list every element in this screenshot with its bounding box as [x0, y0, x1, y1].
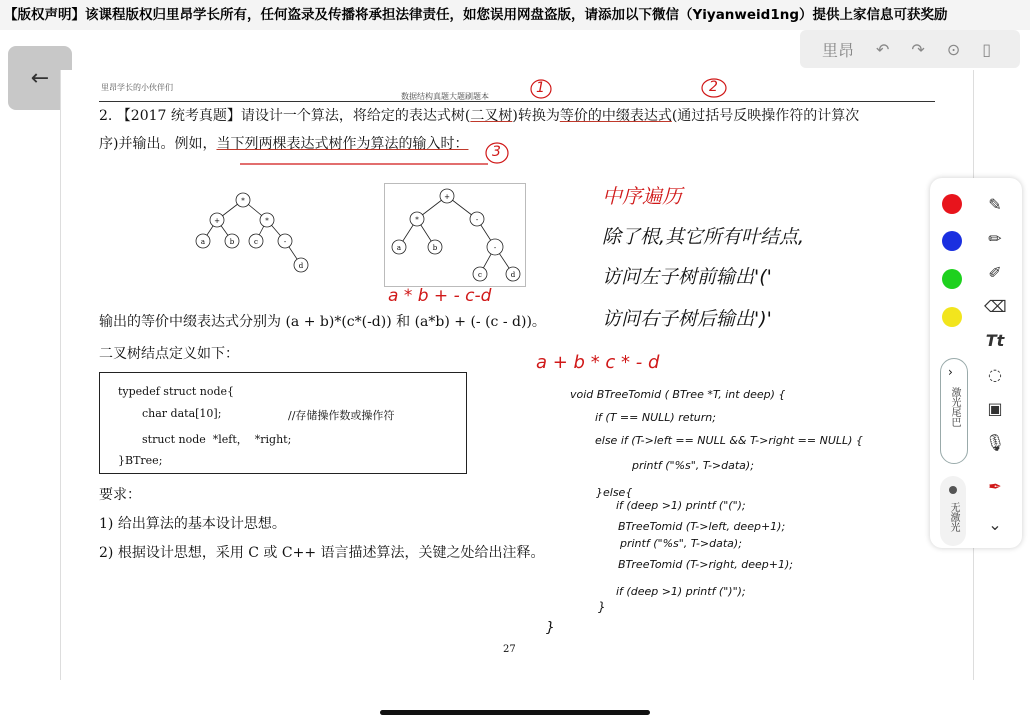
requirement-1: 1) 给出算法的基本设计思想。 — [99, 516, 286, 532]
question-end: (通过括号反映操作符的计算次 — [671, 108, 860, 124]
requirements-title: 要求： — [99, 487, 141, 503]
tree1-label: d — [298, 262, 304, 270]
hw-code-line: BTreeTomid (T->left, deep+1); — [618, 520, 786, 533]
code-line-3: struct node *left， *right; — [142, 433, 292, 446]
tree2-label: d — [510, 271, 516, 279]
binary-tree-term: 二叉树 — [470, 108, 513, 124]
code-line-4: }BTree; — [118, 454, 163, 467]
tree1-label: * — [241, 197, 245, 205]
hw-code-line: void BTreeTomid ( BTree *T, int deep) { — [570, 388, 786, 401]
output-line: 输出的等价中缀表达式分别为 (a + b)*(c*(-d)) 和 (a*b) + (- (c - d))。 — [99, 314, 546, 330]
hw-code-line: }else{ — [596, 486, 633, 499]
hw-code-line: else if (T->left == NULL && T->right == NULL) { — [595, 434, 863, 447]
highlighter-icon[interactable]: ✐ — [988, 263, 1002, 282]
hw-code-line: if (deep >1) printf (")"); — [616, 585, 746, 598]
laser-pointer-icon[interactable]: ✒ — [988, 477, 1002, 496]
equivalent-infix-term: 等价的中缀表达式 — [559, 108, 672, 124]
more-icon[interactable]: ⊙ — [946, 39, 961, 59]
inorder-title: 中序遍历 — [602, 184, 682, 208]
toolbar-faint-label: 里昂 — [822, 40, 855, 60]
tree2-label: * — [415, 216, 419, 224]
tree2-label: - — [493, 244, 497, 252]
lasso-icon[interactable]: ◌ — [988, 365, 1002, 384]
circle-label-2: 2 — [709, 79, 718, 95]
question-start: 2. 【2017 统考真题】请设计一个算法，将给定的表达式树( — [99, 108, 471, 124]
hw-code-line: } — [598, 600, 606, 614]
note-line-3: 访问右子树后输出')' — [602, 308, 772, 330]
tree2-label: b — [432, 244, 438, 252]
no-laser-label: 无激光 — [948, 502, 959, 532]
color-swatch-green[interactable] — [942, 269, 962, 289]
copyright-banner: 【版权声明】该课程版权归里昂学长所有，任何盗录及传播将承担法律责任，如您误用网盘盗版，请添加以下微信（Yiyanweid1ng）提供上家信息可获奖励 — [0, 0, 1030, 30]
image-icon[interactable]: ▣ — [987, 399, 1003, 418]
redo-icon[interactable]: ↷ — [911, 39, 925, 59]
page-icon[interactable]: ▯ — [982, 39, 992, 59]
tree2-label: c — [478, 271, 482, 279]
home-indicator[interactable] — [380, 710, 650, 715]
tree1-label: + — [214, 217, 220, 225]
note-line-2: 访问左子树前输出'(' — [602, 266, 772, 288]
color-swatch-blue[interactable] — [942, 231, 962, 251]
chevron-right-icon: › — [948, 365, 953, 379]
definition-title: 二叉树结点定义如下： — [99, 346, 239, 362]
hw-code-line: printf ("%s", T->data); — [620, 537, 742, 550]
tree1-label: b — [229, 238, 235, 246]
page-header-center: 数据结构真题大题刷题本 — [401, 92, 489, 101]
color-swatch-yellow[interactable] — [942, 307, 962, 327]
circle-label-1: 1 — [536, 80, 545, 96]
requirement-2: 2) 根据设计思想，采用 C 或 C++ 语言描述算法，关键之处给出注释。 — [99, 545, 545, 561]
tree2-label: a — [396, 244, 402, 252]
example-expression: a + b * c * - d — [536, 352, 660, 373]
eraser-icon[interactable]: ⌫ — [984, 297, 1007, 316]
pencil-icon[interactable]: ✏ — [988, 229, 1002, 248]
hw-code-line: if (deep >1) printf ("("); — [616, 499, 746, 512]
hw-code-line: if (T == NULL) return; — [595, 411, 716, 424]
color-swatch-red[interactable] — [942, 194, 962, 214]
tree1-label: c — [254, 238, 258, 246]
note-line-1: 除了根,其它所有叶结点, — [602, 226, 805, 248]
hw-code-line: } — [546, 620, 555, 636]
question-line2-a: 序)并输出。例如， — [99, 136, 217, 152]
code-comment: //存储操作数或操作符 — [288, 409, 395, 422]
pen-palette — [930, 178, 1022, 548]
tree1-label: a — [200, 238, 206, 246]
circle-label-3: 3 — [492, 144, 501, 160]
code-line-2: char data[10]; — [142, 407, 222, 420]
back-arrow-icon: ← — [30, 65, 50, 91]
laser-trail-toggle[interactable] — [940, 358, 968, 464]
text-tool-icon[interactable]: Tt — [985, 331, 1005, 350]
question-line2-b: 当下列两棵表达式树作为算法的输入时： — [216, 136, 469, 152]
hw-code-line: printf ("%s", T->data); — [632, 459, 754, 472]
pen-icon[interactable]: ✎ — [988, 195, 1002, 214]
tree1-label: * — [265, 217, 269, 225]
hw-code-line: BTreeTomid (T->right, deep+1); — [618, 558, 793, 571]
tree2-label: + — [444, 193, 450, 201]
question-mid: )转换为 — [512, 108, 560, 124]
undo-icon[interactable]: ↶ — [876, 39, 890, 59]
dot-icon — [949, 486, 957, 494]
tree2-infix-note: a * b + - c-d — [388, 286, 492, 306]
chevron-down-icon[interactable]: ⌄ — [988, 515, 1002, 534]
tree2-label: - — [475, 216, 479, 224]
tree1-label: - — [283, 238, 287, 246]
page-number: 27 — [503, 644, 516, 655]
laser-trail-label: 激光尾巴 — [949, 387, 960, 427]
no-laser-toggle[interactable] — [940, 476, 966, 546]
page-header-left: 里昂学长的小伙伴们 — [101, 83, 173, 92]
microphone-icon[interactable]: 🎙 — [984, 433, 1006, 452]
code-line-1: typedef struct node{ — [118, 385, 235, 398]
